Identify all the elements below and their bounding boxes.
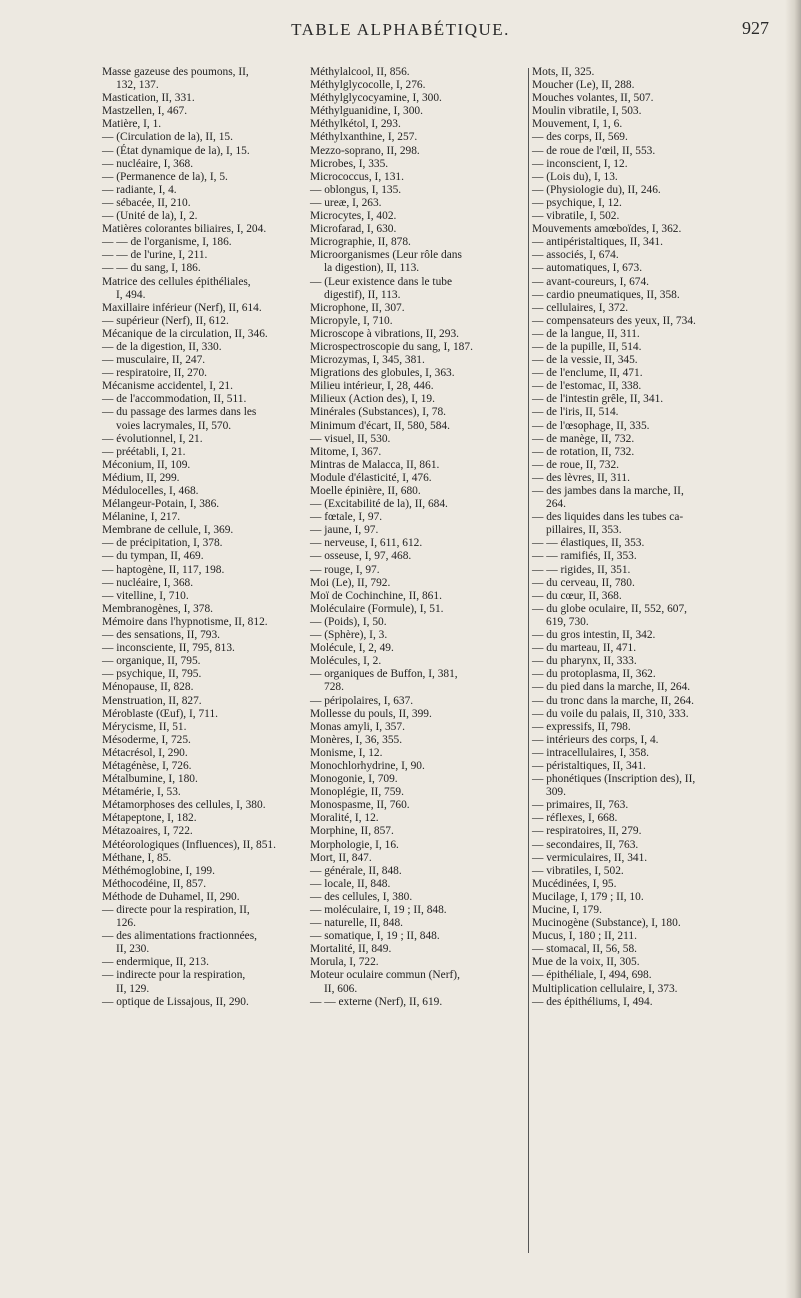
index-entry-continuation: la digestion), II, 113. <box>324 262 420 275</box>
index-entry: — du passage des larmes dans les <box>102 406 257 419</box>
index-entry: Minimum d'écart, II, 580, 584. <box>310 419 450 432</box>
index-entry: — — du sang, I, 186. <box>102 262 201 275</box>
index-entry: Médulocelles, I, 468. <box>102 485 199 497</box>
index-entry: Molécule, I, 2, 49. <box>310 642 394 655</box>
index-entry: — antipéristaltiques, II, 341. <box>532 236 663 249</box>
index-entry: — péripolaires, I, 637. <box>310 694 414 707</box>
index-entry: — (Unité de la), I, 2. <box>102 210 198 223</box>
index-entry: Métamorphoses des cellules, I, 380. <box>102 799 266 812</box>
index-entry: — des sensations, II, 793. <box>102 629 221 642</box>
index-entry: — sébacée, II, 210. <box>102 196 191 209</box>
index-entry: Molécules, I, 2. <box>310 655 382 668</box>
index-entry: Méthylglycocolle, I, 276. <box>310 79 426 92</box>
index-entry: Méthylxanthine, I, 257. <box>310 131 418 144</box>
index-entry: — osseuse, I, 97, 468. <box>310 550 412 563</box>
index-entry: Mémoire dans l'hypnotisme, II, 812. <box>102 615 268 628</box>
index-entry: Mésoderme, I, 725. <box>102 733 191 746</box>
index-entry: Mintras de Malacca, II, 861. <box>310 458 440 471</box>
index-entry: — directe pour la respiration, II, <box>102 904 250 916</box>
index-entry: — du tympan, II, 469. <box>102 550 204 563</box>
index-entry: Milieux (Action des), I, 19. <box>310 393 435 406</box>
index-entry: — du gros intestin, II, 342. <box>532 629 656 642</box>
index-entry: Ménopause, II, 828. <box>102 681 194 694</box>
index-entry: — locale, II, 848. <box>310 877 391 890</box>
index-entry: — ureæ, I, 263. <box>310 196 382 209</box>
index-entry-continuation: pillaires, II, 353. <box>546 524 622 537</box>
index-entry: Moulin vibratile, I, 503. <box>532 105 642 118</box>
index-entry: — associés, I, 674. <box>532 249 619 262</box>
index-column-2 <box>310 66 510 1009</box>
index-entry: — phonétiques (Inscription des), II, <box>532 773 696 786</box>
index-entry: — organique, II, 795. <box>102 655 201 668</box>
index-entry: — indirecte pour la respiration, <box>102 969 246 982</box>
index-entry: Mitome, I, 367. <box>310 445 382 458</box>
index-entry: Métagénèse, I, 726. <box>102 759 192 772</box>
index-entry: Méthylalcool, II, 856. <box>310 66 410 78</box>
index-entry: Morula, I, 722. <box>310 956 379 969</box>
index-entry: Monères, I, 36, 355. <box>310 733 403 746</box>
index-entry: — musculaire, II, 247. <box>102 354 206 367</box>
index-entry-continuation: 132, 137. <box>116 79 159 92</box>
index-entry: Méthylglycocyamine, I, 300. <box>310 92 442 105</box>
index-column-3 <box>532 66 767 1009</box>
index-entry: Mue de la voix, II, 305. <box>532 956 640 969</box>
index-entry: — du cœur, II, 368. <box>532 589 622 602</box>
index-entry-continuation: digestif), II, 113. <box>324 288 401 301</box>
index-entry: — du pied dans la marche, II, 264. <box>532 681 691 694</box>
index-entry: Membranogènes, I, 378. <box>102 602 214 615</box>
index-entry: — — ramifiés, II, 353. <box>532 550 637 563</box>
index-entry: — radiante, I, 4. <box>102 183 177 196</box>
index-entry: — compensateurs des yeux, II, 734. <box>532 314 696 327</box>
index-entry: Météorologiques (Influences), II, 851. <box>102 838 276 851</box>
index-entry: — psychique, I, 12. <box>532 196 622 209</box>
index-entry: Matrice des cellules épithéliales, <box>102 275 251 288</box>
index-entry: Microcytes, I, 402. <box>310 210 397 223</box>
index-entry: Micrographie, II, 878. <box>310 236 411 249</box>
index-entry: Monochlorhydrine, I, 90. <box>310 759 425 772</box>
index-entry: Mouvements amœboïdes, I, 362. <box>532 223 682 236</box>
index-entry: Moelle épinière, II, 680. <box>310 485 421 497</box>
index-entry: Moucher (Le), II, 288. <box>532 79 635 92</box>
index-entry: — évolutionnel, I, 21. <box>102 432 203 445</box>
index-entry: Microfarad, I, 630. <box>310 223 397 236</box>
page-title: TABLE ALPHABÉTIQUE. <box>291 20 510 39</box>
index-entry: Mollesse du pouls, II, 399. <box>310 707 432 720</box>
index-entry: Mezzo-soprano, II, 298. <box>310 144 420 157</box>
index-entry: — des alimentations fractionnées, <box>102 930 257 943</box>
index-entry: Moi (Le), II, 792. <box>310 576 391 589</box>
index-entry: — (Physiologie du), II, 246. <box>532 183 661 196</box>
index-entry-continuation: II, 230. <box>116 943 150 956</box>
index-entry: Microzymas, I, 345, 381. <box>310 354 425 367</box>
index-entry-continuation: 728. <box>324 681 344 694</box>
index-entry: — inconscient, I, 12. <box>532 157 628 170</box>
index-entry: Milieu intérieur, I, 28, 446. <box>310 380 434 393</box>
index-entry: — jaune, I, 97. <box>310 524 379 537</box>
index-entry: — vibratiles, I, 502. <box>532 864 624 877</box>
index-entry: Matières colorantes biliaires, I, 204. <box>102 223 267 236</box>
index-entry: Monogonie, I, 709. <box>310 773 398 786</box>
index-entry: Menstruation, II, 827. <box>102 694 202 707</box>
index-entry: Monoplégie, II, 759. <box>310 786 404 799</box>
index-entry: Mucus, I, 180 ; II, 211. <box>532 930 637 943</box>
index-entry: — de l'estomac, II, 338. <box>532 380 642 393</box>
index-entry: — des épithéliums, I, 494. <box>532 995 653 1008</box>
index-column-1 <box>102 66 302 1009</box>
index-entry: — fœtale, I, 97. <box>310 511 383 524</box>
index-entry: — de l'œsophage, II, 335. <box>532 419 650 432</box>
index-entry: — générale, II, 848. <box>310 864 402 877</box>
index-entry: Mouvement, I, 1, 6. <box>532 118 623 131</box>
index-entry: Mécanique de la circulation, II, 346. <box>102 327 268 340</box>
index-entry: — psychique, II, 795. <box>102 668 202 681</box>
index-entry: — stomacal, II, 56, 58. <box>532 943 638 956</box>
index-entry: Méthylguanidine, I, 300. <box>310 105 423 118</box>
index-entry: Mots, II, 325. <box>532 66 595 78</box>
index-entry: Micrococcus, I, 131. <box>310 170 404 183</box>
index-entry: — de la vessie, II, 345. <box>532 354 638 367</box>
index-entry: Microphone, II, 307. <box>310 301 405 314</box>
index-entry: Mélanine, I, 217. <box>102 511 181 524</box>
index-entry-continuation: II, 129. <box>116 982 150 995</box>
index-entry: Microbes, I, 335. <box>310 157 389 170</box>
index-entry-continuation: I, 494. <box>116 288 146 301</box>
index-entry: Microspectroscopie du sang, I, 187. <box>310 340 473 353</box>
index-entry: — — externe (Nerf), II, 619. <box>310 995 443 1008</box>
index-entry: — du pharynx, II, 333. <box>532 655 637 668</box>
index-entry: Mucilage, I, 179 ; II, 10. <box>532 890 644 903</box>
index-entry: Moléculaire (Formule), I, 51. <box>310 602 444 615</box>
index-entry: — de rotation, II, 732. <box>532 445 635 458</box>
index-entry: — somatique, I, 19 ; II, 848. <box>310 930 440 943</box>
index-entry: — du globe oculaire, II, 552, 607, <box>532 602 688 615</box>
index-entry: — de précipitation, I, 378. <box>102 537 223 550</box>
index-entry: — inconsciente, II, 795, 813. <box>102 642 235 655</box>
index-entry: Mouches volantes, II, 507. <box>532 92 654 105</box>
index-entry: Moteur oculaire commun (Nerf), <box>310 969 460 982</box>
index-entry: — — élastiques, II, 353. <box>532 537 645 550</box>
index-entry: Moï de Cochinchine, II, 861. <box>310 589 442 602</box>
index-entry: — (Lois du), I, 13. <box>532 170 618 183</box>
index-entry: Méroblaste (Œuf), I, 711. <box>102 707 218 720</box>
index-entry: — préétabli, I, 21. <box>102 445 186 458</box>
index-entry: — (Poids), I, 50. <box>310 615 387 628</box>
index-entry: — (Permanence de la), I, 5. <box>102 170 228 183</box>
index-entry: Mécanisme accidentel, I, 21. <box>102 380 233 393</box>
index-entry: Morphologie, I, 16. <box>310 838 399 851</box>
index-entry: — intérieurs des corps, I, 4. <box>532 733 659 746</box>
index-entry: Méthémoglobine, I, 199. <box>102 864 215 877</box>
index-entry: Masse gazeuse des poumons, II, <box>102 66 249 78</box>
index-entry-continuation: 619, 730. <box>546 615 589 628</box>
index-entry: — (Excitabilité de la), II, 684. <box>310 498 448 511</box>
index-entry: Mortalité, II, 849. <box>310 943 392 956</box>
index-entry: — de l'intestin grêle, II, 341. <box>532 393 664 406</box>
index-entry: — de l'enclume, II, 471. <box>532 367 643 380</box>
index-entry: Microorganismes (Leur rôle dans <box>310 249 462 262</box>
index-entry: — optique de Lissajous, II, 290. <box>102 995 249 1008</box>
index-entry: Mucinogène (Substance), I, 180. <box>532 917 681 930</box>
index-entry: Moralité, I, 12. <box>310 812 379 825</box>
index-entry: Métapeptone, I, 182. <box>102 812 197 825</box>
index-entry: Membrane de cellule, I, 369. <box>102 524 234 537</box>
index-entry: — de l'accommodation, II, 511. <box>102 393 247 406</box>
index-entry: — du tronc dans la marche, II, 264. <box>532 694 694 707</box>
index-entry: — des liquides dans les tubes ca- <box>532 511 684 524</box>
index-entry: — (Sphère), I, 3. <box>310 629 388 642</box>
index-entry-continuation: II, 606. <box>324 982 358 995</box>
index-entry: Métacrésol, I, 290. <box>102 746 188 759</box>
index-entry: — réflexes, I, 668. <box>532 812 618 825</box>
index-entry: — nucléaire, I, 368. <box>102 157 194 170</box>
index-entry-continuation: voies lacrymales, II, 570. <box>116 419 232 432</box>
index-entry: Méconium, II, 109. <box>102 458 191 471</box>
index-entry: — épithéliale, I, 494, 698. <box>532 969 652 982</box>
index-entry: Morphine, II, 857. <box>310 825 394 838</box>
column-rule <box>528 68 529 1253</box>
index-entry: — (Leur existence dans le tube <box>310 275 453 288</box>
index-entry: — (État dynamique de la), I, 15. <box>102 144 250 157</box>
index-entry: — naturelle, II, 848. <box>310 917 403 930</box>
index-entry: Matière, I, 1. <box>102 118 162 131</box>
index-entry: Mort, II, 847. <box>310 851 372 864</box>
index-entry: — du cerveau, II, 780. <box>532 576 635 589</box>
index-entry: — de manège, II, 732. <box>532 432 635 445</box>
index-entry: Mucédinées, I, 95. <box>532 877 617 890</box>
index-entry: — avant-coureurs, I, 674. <box>532 275 650 288</box>
index-entry: — expressifs, II, 798. <box>532 720 631 733</box>
index-entry: — vitelline, I, 710. <box>102 589 189 602</box>
index-entry: — (Circulation de la), II, 15. <box>102 131 233 144</box>
index-entry: Méthocodéine, II, 857. <box>102 877 207 890</box>
index-entry: — primaires, II, 763. <box>532 799 629 812</box>
index-entry: Méthode de Duhamel, II, 290. <box>102 890 240 903</box>
index-entry: — respiratoires, II, 279. <box>532 825 642 838</box>
index-entry: Mérycisme, II, 51. <box>102 720 187 733</box>
index-entry: — vermiculaires, II, 341. <box>532 851 648 864</box>
index-entry: Maxillaire inférieur (Nerf), II, 614. <box>102 301 262 314</box>
index-entry: — rouge, I, 97. <box>310 563 380 576</box>
index-entry: — du protoplasma, II, 362. <box>532 668 656 681</box>
index-entry: Migrations des globules, I, 363. <box>310 367 455 380</box>
index-entry: — de la digestion, II, 330. <box>102 340 222 353</box>
index-entry: Mélangeur-Potain, I, 386. <box>102 498 220 511</box>
index-entry: — des jambes dans la marche, II, <box>532 485 684 497</box>
index-entry: — haptogène, II, 117, 198. <box>102 563 225 576</box>
index-entry: Médium, II, 299. <box>102 471 180 484</box>
index-entry: — — de l'organisme, I, 186. <box>102 236 232 249</box>
index-entry: — organiques de Buffon, I, 381, <box>310 668 458 681</box>
page-header <box>0 14 801 44</box>
index-entry-continuation: 309. <box>546 786 566 799</box>
index-entry: Métamérie, I, 53. <box>102 786 181 799</box>
index-entry: Mastication, II, 331. <box>102 92 195 105</box>
index-entry: — du voile du palais, II, 310, 333. <box>532 707 689 720</box>
index-entry: — du marteau, II, 471. <box>532 642 637 655</box>
index-entry: — péristaltiques, II, 341. <box>532 759 646 772</box>
index-entry: Microscope à vibrations, II, 293. <box>310 327 459 340</box>
page-number: 927 <box>742 18 769 38</box>
index-entry: Métalbumine, I, 180. <box>102 773 198 786</box>
index-entry: — respiratoire, II, 270. <box>102 367 208 380</box>
index-entry: — nerveuse, I, 611, 612. <box>310 537 423 550</box>
index-entry: — — rigides, II, 351. <box>532 563 631 576</box>
index-entry: — — de l'urine, I, 211. <box>102 249 208 262</box>
index-entry: — oblongus, I, 135. <box>310 183 402 196</box>
index-entry: Minérales (Substances), I, 78. <box>310 406 447 419</box>
index-entry: Méthane, I, 85. <box>102 851 172 864</box>
index-entry: Méthylkétol, I, 293. <box>310 118 401 131</box>
index-entry: — secondaires, II, 763. <box>532 838 639 851</box>
index-entry: Mastzellen, I, 467. <box>102 105 188 118</box>
index-entry: — cardio pneumatiques, II, 358. <box>532 288 680 301</box>
index-entry: Métazoaires, I, 722. <box>102 825 193 838</box>
index-entry: — supérieur (Nerf), II, 612. <box>102 314 229 327</box>
index-entry: — vibratile, I, 502. <box>532 210 620 223</box>
index-entry: — cellulaires, I, 372. <box>532 301 629 314</box>
index-entry: — intracellulaires, I, 358. <box>532 746 650 759</box>
index-entry: Monospasme, II, 760. <box>310 799 410 812</box>
index-entry: Monas amyli, I, 357. <box>310 720 405 733</box>
index-entry: — des lèvres, II, 311. <box>532 471 630 484</box>
index-entry-continuation: 264. <box>546 498 566 511</box>
index-entry: Mucine, I, 179. <box>532 904 602 916</box>
index-entry: Monisme, I, 12. <box>310 746 383 759</box>
index-entry-continuation: 126. <box>116 917 136 930</box>
index-entry: Micropyle, I, 710. <box>310 314 393 327</box>
index-entry: — visuel, II, 530. <box>310 432 391 445</box>
index-entry: — moléculaire, I, 19 ; II, 848. <box>310 904 447 916</box>
index-entry: — des cellules, I, 380. <box>310 890 413 903</box>
index-entry: — endermique, II, 213. <box>102 956 209 969</box>
index-entry: Multiplication cellulaire, I, 373. <box>532 982 678 995</box>
index-entry: — des corps, II, 569. <box>532 131 628 144</box>
index-entry: — nucléaire, I, 368. <box>102 576 194 589</box>
index-entry: — de roue, II, 732. <box>532 458 619 471</box>
index-entry: — de la pupille, II, 514. <box>532 340 642 353</box>
page-edge-shadow <box>785 0 801 1298</box>
index-entry: Module d'élasticité, I, 476. <box>310 471 432 484</box>
index-entry: — de roue de l'œil, II, 553. <box>532 144 656 157</box>
index-entry: — automatiques, I, 673. <box>532 262 643 275</box>
index-entry: — de la langue, II, 311. <box>532 327 640 340</box>
index-entry: — de l'iris, II, 514. <box>532 406 619 419</box>
